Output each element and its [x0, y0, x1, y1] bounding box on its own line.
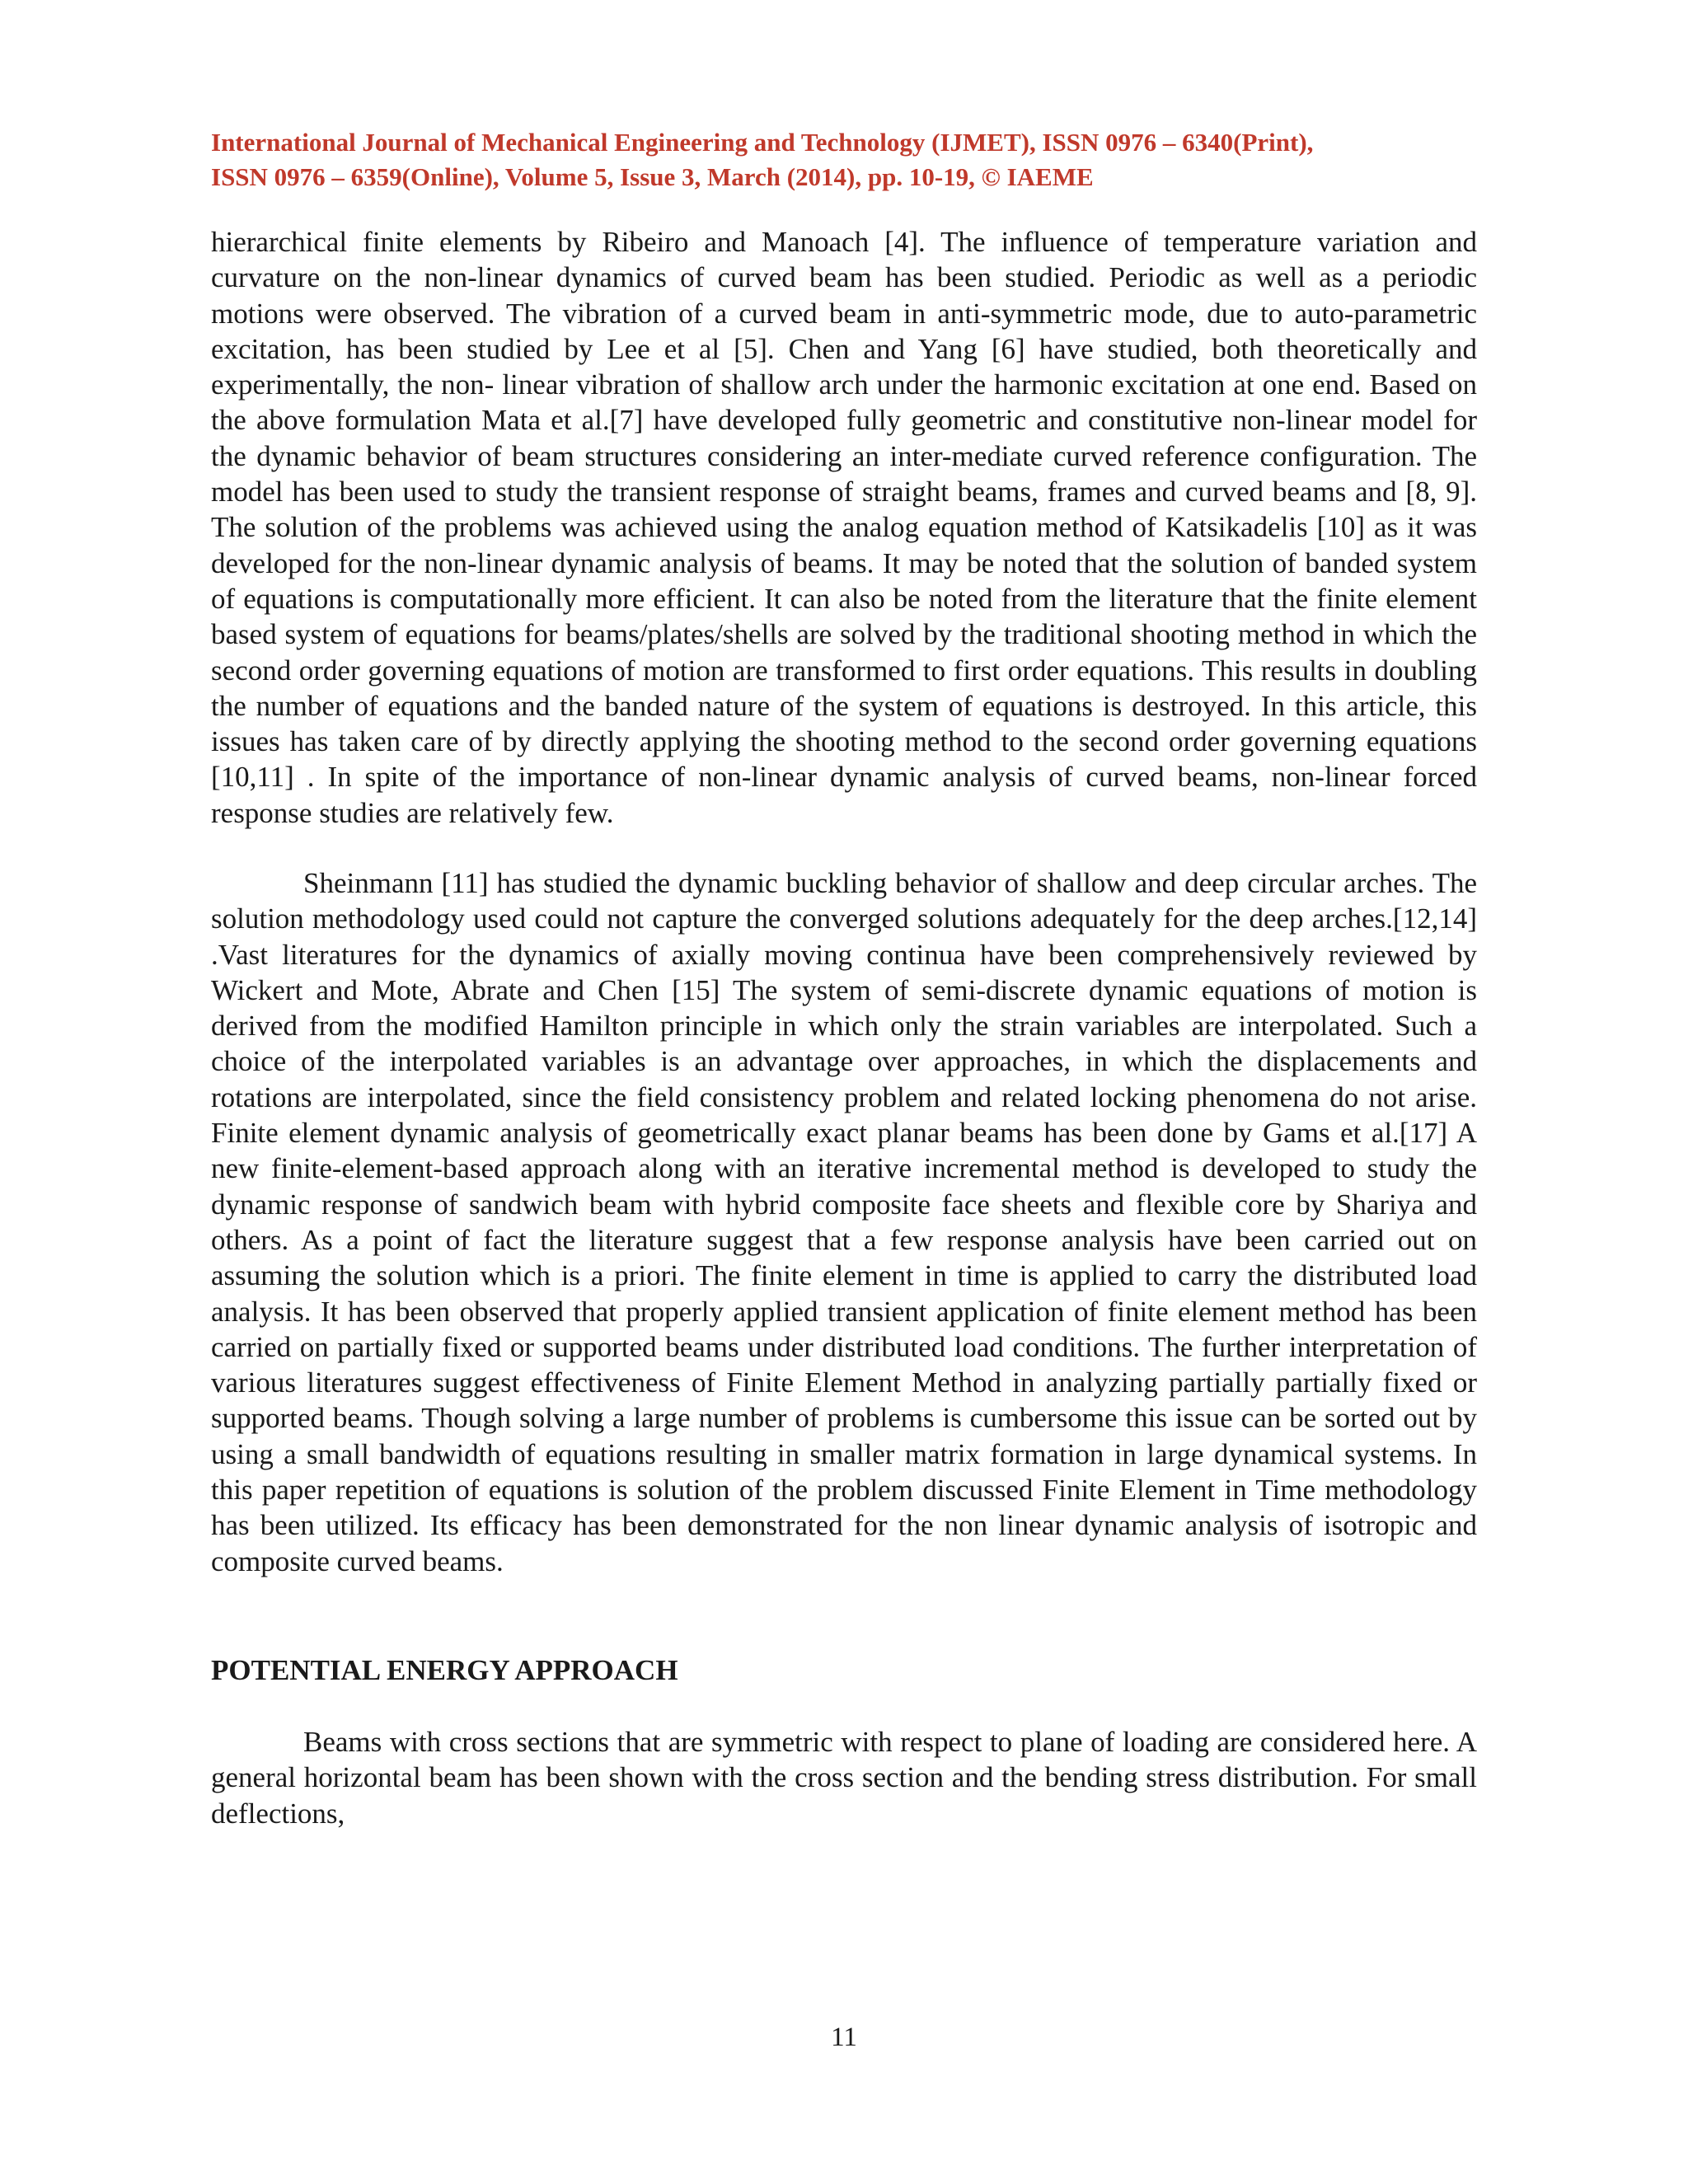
body-text-continued: [211, 224, 1477, 831]
journal-header: [211, 125, 1477, 194]
body-text-energy: [211, 1724, 1477, 1831]
section-heading: POTENTIAL ENERGY APPROACH: [211, 1654, 678, 1686]
body-text-section: [211, 865, 1477, 1579]
journal-header-line-2: ISSN 0976 – 6359(Online), Volume 5, Issue 3, March (2014), pp. 10-19, © IAEME: [211, 162, 1094, 191]
paragraph-literature-review: hierarchical finite elements by Ribeiro and Manoach [4]. The influence of temperature variation and curvature on the non-linear dynamics of curved beam has been studied. Periodic as well as a periodic motions were observed. The vibration of a curved beam in anti-symmetric mode, due to auto-parametric excitation, has been studied by Lee et al [5]. Chen and Yang [6] have studied, both theoretically and experimentally, the non- linear vibration of shallow arch under the harmonic excitation at one end. Based on the above formulation Mata et al.[7] have developed fully geometric and constitutive non-linear model for the dynamic behavior of beam structures considering an inter-mediate curved reference configuration. The model has been used to study the transient response of straight beams, frames and curved beams and [8, 9]. The solution of the problems was achieved using the analog equation method of Katsikadelis [10] as it was developed for the non-linear dynamic analysis of beams. It may be noted that the solution of banded system of equations is computationally more efficient. It can also be noted from the literature that the finite element based system of equations for beams/plates/shells are solved by the traditional shooting method in which the second order governing equations of motion are transformed to first order equations. This results in doubling the number of equations and the banded nature of the system of equations is destroyed. In this article, this issues has taken care of by directly applying the shooting method to the second order governing equations [10,11] . In spite of the importance of non-linear dynamic analysis of curved beams, non-linear forced response studies are relatively few.: [211, 226, 1477, 829]
journal-header-line-1: International Journal of Mechanical Engineering and Technology (IJMET), ISSN 0976 – 6340(Print),: [211, 128, 1314, 157]
page-number: 11: [831, 2022, 857, 2052]
paragraph-sheinmann-review: Sheinmann [11] has studied the dynamic buckling behavior of shallow and deep circular arches. The solution methodology used could not capture the converged solutions adequately for the deep arches.[12,14] .Vast literatures for the dynamics of axially moving continua have been comprehensively reviewed by Wickert and Mote, Abrate and Chen [15] The system of semi-discrete dynamic equations of motion is derived from the modified Hamilton principle in which only the strain variables are interpolated. Such a choice of the interpolated variables is an advantage over approaches, in which the displacements and rotations are interpolated, since the field consistency problem and related locking phenomena do not arise. Finite element dynamic analysis of geometrically exact planar beams has been done by Gams et al.[17] A new finite-element-based approach along with an iterative incremental method is developed to study the dynamic response of sandwich beam with hybrid composite face sheets and flexible core by Shariya and others. As a point of fact the literature suggest that a few response analysis have been carried out on assuming the solution which is a priori. The finite element in time is applied to carry the distributed load analysis. It has been observed that properly applied transient application of finite element method has been carried on partially fixed or supported beams under distributed load conditions. The further interpretation of various literatures suggest effectiveness of Finite Element Method in analyzing partially partially fixed or supported beams. Though solving a large number of problems is cumbersome this issue can be sorted out by using a small bandwidth of equations resulting in smaller matrix formation in large dynamical systems. In this paper repetition of equations is solution of the problem discussed Finite Element in Time methodology has been utilized. Its efficacy has been demonstrated for the non linear dynamic analysis of isotropic and composite curved beams.: [211, 867, 1477, 1577]
paragraph-beam-cross-section: Beams with cross sections that are symmetric with respect to plane of loading are considered here. A general horizontal beam has been shown with the cross section and the bending stress distribution. For small deflections,: [211, 1726, 1477, 1830]
